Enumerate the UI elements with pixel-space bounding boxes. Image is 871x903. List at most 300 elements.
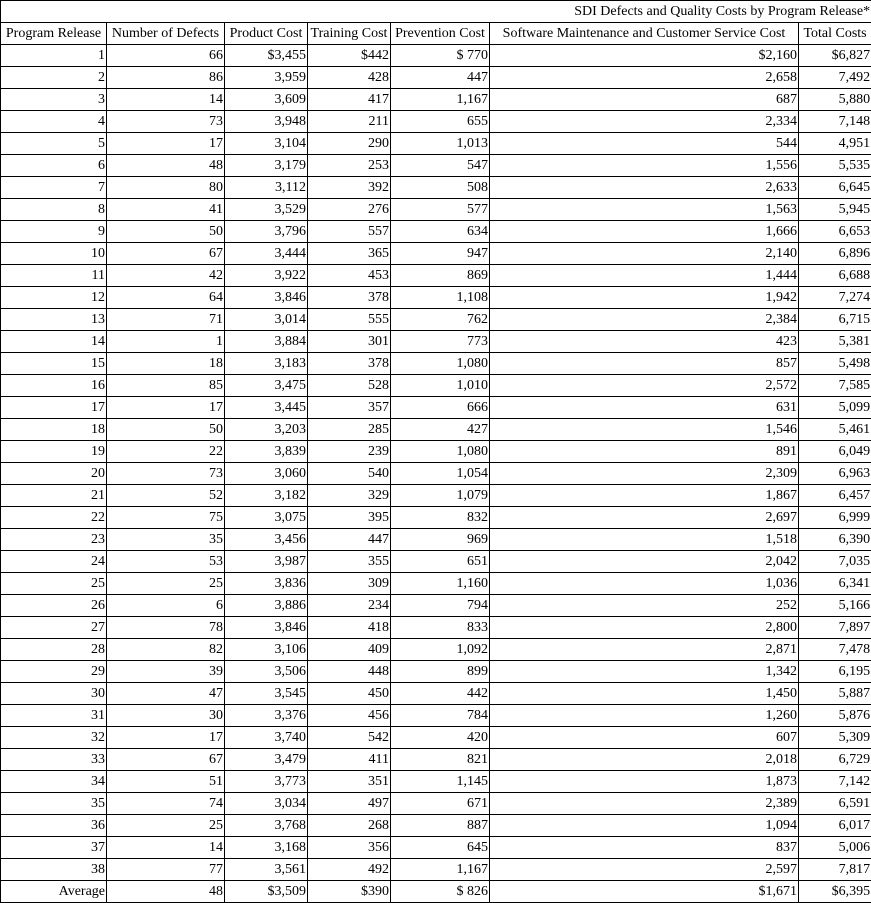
defects-cell: 48 xyxy=(107,155,225,177)
defects-cell: 74 xyxy=(107,793,225,815)
maintenance-cost-cell: 857 xyxy=(490,353,799,375)
total-costs-cell: 5,309 xyxy=(799,727,871,749)
defects-cell: 17 xyxy=(107,397,225,419)
product-cost-cell: $3,455 xyxy=(225,45,308,67)
defects-cell: 53 xyxy=(107,551,225,573)
training-cost-cell: 239 xyxy=(308,441,391,463)
training-cost-cell: 351 xyxy=(308,771,391,793)
training-cost-cell: 542 xyxy=(308,727,391,749)
prevention-cost-cell: 762 xyxy=(391,309,490,331)
program-release-cell: 25 xyxy=(1,573,107,595)
maintenance-cost-cell: $2,160 xyxy=(490,45,799,67)
total-costs-cell: 6,688 xyxy=(799,265,871,287)
defects-cell: 35 xyxy=(107,529,225,551)
training-cost-cell: 211 xyxy=(308,111,391,133)
prevention-cost-cell: 821 xyxy=(391,749,490,771)
program-release-cell: 9 xyxy=(1,221,107,243)
product-cost-cell: 3,922 xyxy=(225,265,308,287)
total-costs-cell: 6,195 xyxy=(799,661,871,683)
maintenance-cost-cell: 631 xyxy=(490,397,799,419)
maintenance-cost-cell: 2,018 xyxy=(490,749,799,771)
maintenance-cost-cell: 1,094 xyxy=(490,815,799,837)
prevention-cost-cell: $ 770 xyxy=(391,45,490,67)
table-row xyxy=(1,375,871,397)
program-release-cell: 16 xyxy=(1,375,107,397)
prevention-cost-cell: 1,080 xyxy=(391,441,490,463)
maintenance-cost-cell: 1,942 xyxy=(490,287,799,309)
prevention-cost-cell: 832 xyxy=(391,507,490,529)
defects-cell: 73 xyxy=(107,463,225,485)
program-release-cell: 24 xyxy=(1,551,107,573)
product-cost-cell: 3,545 xyxy=(225,683,308,705)
training-cost-cell: 557 xyxy=(308,221,391,243)
maintenance-cost-cell: 1,036 xyxy=(490,573,799,595)
average-label: Average xyxy=(1,881,107,903)
training-cost-cell: $442 xyxy=(308,45,391,67)
table-row xyxy=(1,265,871,287)
program-release-cell: 4 xyxy=(1,111,107,133)
defects-cell: 42 xyxy=(107,265,225,287)
total-costs-cell: 5,461 xyxy=(799,419,871,441)
training-cost-cell: 234 xyxy=(308,595,391,617)
product-cost-cell: 3,182 xyxy=(225,485,308,507)
product-cost-cell: 3,768 xyxy=(225,815,308,837)
table-row xyxy=(1,683,871,705)
product-cost-cell: 3,561 xyxy=(225,859,308,881)
training-cost-cell: 453 xyxy=(308,265,391,287)
header-program-release: Program Release xyxy=(1,23,107,45)
product-cost-cell: 3,959 xyxy=(225,67,308,89)
training-cost-cell: 417 xyxy=(308,89,391,111)
product-cost-cell: 3,886 xyxy=(225,595,308,617)
program-release-cell: 32 xyxy=(1,727,107,749)
table-row xyxy=(1,749,871,771)
total-costs-cell: 7,492 xyxy=(799,67,871,89)
training-cost-cell: 409 xyxy=(308,639,391,661)
maintenance-cost-cell: 252 xyxy=(490,595,799,617)
product-cost-cell: 3,846 xyxy=(225,287,308,309)
total-costs-cell: 6,591 xyxy=(799,793,871,815)
header-row xyxy=(1,23,871,45)
total-costs-cell: 7,478 xyxy=(799,639,871,661)
maintenance-cost-cell: 2,800 xyxy=(490,617,799,639)
prevention-cost-cell: 634 xyxy=(391,221,490,243)
prevention-cost-cell: 899 xyxy=(391,661,490,683)
product-cost-cell: 3,948 xyxy=(225,111,308,133)
defects-cell: 22 xyxy=(107,441,225,463)
program-release-cell: 20 xyxy=(1,463,107,485)
total-costs-cell: 6,017 xyxy=(799,815,871,837)
maintenance-cost-cell: 1,260 xyxy=(490,705,799,727)
total-costs-cell: 4,951 xyxy=(799,133,871,155)
training-cost-cell: 411 xyxy=(308,749,391,771)
maintenance-cost-cell: 2,633 xyxy=(490,177,799,199)
table-row xyxy=(1,177,871,199)
table-row xyxy=(1,551,871,573)
product-cost-cell: 3,456 xyxy=(225,529,308,551)
table-row xyxy=(1,617,871,639)
training-cost-cell: 253 xyxy=(308,155,391,177)
defects-cell: 18 xyxy=(107,353,225,375)
program-release-cell: 28 xyxy=(1,639,107,661)
defects-cell: 17 xyxy=(107,133,225,155)
program-release-cell: 31 xyxy=(1,705,107,727)
total-costs-cell: 5,945 xyxy=(799,199,871,221)
header-product-cost: Product Cost xyxy=(225,23,308,45)
table-row xyxy=(1,661,871,683)
training-cost-cell: 301 xyxy=(308,331,391,353)
prevention-cost-cell: 1,054 xyxy=(391,463,490,485)
program-release-cell: 15 xyxy=(1,353,107,375)
table-row xyxy=(1,67,871,89)
total-costs-cell: 6,896 xyxy=(799,243,871,265)
program-release-cell: 11 xyxy=(1,265,107,287)
program-release-cell: 30 xyxy=(1,683,107,705)
program-release-cell: 36 xyxy=(1,815,107,837)
training-cost-cell: 456 xyxy=(308,705,391,727)
table-row xyxy=(1,133,871,155)
program-release-cell: 19 xyxy=(1,441,107,463)
prevention-cost-cell: 947 xyxy=(391,243,490,265)
defects-cell: 47 xyxy=(107,683,225,705)
table-row xyxy=(1,727,871,749)
prevention-cost-cell: 508 xyxy=(391,177,490,199)
prevention-cost-cell: 420 xyxy=(391,727,490,749)
average-maintenance-cost-cell: $1,671 xyxy=(490,881,799,903)
training-cost-cell: 355 xyxy=(308,551,391,573)
defects-cell: 67 xyxy=(107,749,225,771)
product-cost-cell: 3,168 xyxy=(225,837,308,859)
prevention-cost-cell: 577 xyxy=(391,199,490,221)
prevention-cost-cell: 1,092 xyxy=(391,639,490,661)
maintenance-cost-cell: 891 xyxy=(490,441,799,463)
table-row xyxy=(1,243,871,265)
maintenance-cost-cell: 1,563 xyxy=(490,199,799,221)
product-cost-cell: 3,445 xyxy=(225,397,308,419)
maintenance-cost-cell: 1,666 xyxy=(490,221,799,243)
table-row xyxy=(1,199,871,221)
program-release-cell: 33 xyxy=(1,749,107,771)
program-release-cell: 27 xyxy=(1,617,107,639)
prevention-cost-cell: 1,145 xyxy=(391,771,490,793)
maintenance-cost-cell: 1,450 xyxy=(490,683,799,705)
table-row xyxy=(1,595,871,617)
table-row xyxy=(1,463,871,485)
prevention-cost-cell: 447 xyxy=(391,67,490,89)
training-cost-cell: 555 xyxy=(308,309,391,331)
defects-cell: 39 xyxy=(107,661,225,683)
total-costs-cell: 5,099 xyxy=(799,397,871,419)
prevention-cost-cell: 442 xyxy=(391,683,490,705)
total-costs-cell: 5,887 xyxy=(799,683,871,705)
maintenance-cost-cell: 2,597 xyxy=(490,859,799,881)
table-row xyxy=(1,331,871,353)
training-cost-cell: 378 xyxy=(308,353,391,375)
training-cost-cell: 357 xyxy=(308,397,391,419)
defects-cell: 52 xyxy=(107,485,225,507)
maintenance-cost-cell: 1,342 xyxy=(490,661,799,683)
prevention-cost-cell: 969 xyxy=(391,529,490,551)
maintenance-cost-cell: 2,658 xyxy=(490,67,799,89)
table-row xyxy=(1,89,871,111)
total-costs-cell: 6,457 xyxy=(799,485,871,507)
table-row xyxy=(1,771,871,793)
product-cost-cell: 3,475 xyxy=(225,375,308,397)
maintenance-cost-cell: 2,697 xyxy=(490,507,799,529)
total-costs-cell: 6,653 xyxy=(799,221,871,243)
prevention-cost-cell: 645 xyxy=(391,837,490,859)
total-costs-cell: 7,817 xyxy=(799,859,871,881)
total-costs-cell: 5,535 xyxy=(799,155,871,177)
header-total-costs: Total Costs xyxy=(799,23,871,45)
table-row xyxy=(1,639,871,661)
table-row xyxy=(1,221,871,243)
average-prevention-cost-cell: $ 826 xyxy=(391,881,490,903)
product-cost-cell: 3,529 xyxy=(225,199,308,221)
prevention-cost-cell: 1,160 xyxy=(391,573,490,595)
title-row xyxy=(1,1,871,23)
training-cost-cell: 497 xyxy=(308,793,391,815)
prevention-cost-cell: 1,013 xyxy=(391,133,490,155)
prevention-cost-cell: 784 xyxy=(391,705,490,727)
total-costs-cell: 5,880 xyxy=(799,89,871,111)
product-cost-cell: 3,203 xyxy=(225,419,308,441)
total-costs-cell: 7,897 xyxy=(799,617,871,639)
total-costs-cell: 5,381 xyxy=(799,331,871,353)
product-cost-cell: 3,034 xyxy=(225,793,308,815)
table-row xyxy=(1,309,871,331)
product-cost-cell: 3,987 xyxy=(225,551,308,573)
maintenance-cost-cell: 687 xyxy=(490,89,799,111)
header-number-of-defects: Number of Defects xyxy=(107,23,225,45)
table-row xyxy=(1,441,871,463)
total-costs-cell: 6,999 xyxy=(799,507,871,529)
prevention-cost-cell: 833 xyxy=(391,617,490,639)
product-cost-cell: 3,104 xyxy=(225,133,308,155)
total-costs-cell: 6,729 xyxy=(799,749,871,771)
defects-cell: 75 xyxy=(107,507,225,529)
product-cost-cell: 3,609 xyxy=(225,89,308,111)
maintenance-cost-cell: 1,518 xyxy=(490,529,799,551)
defects-cell: 66 xyxy=(107,45,225,67)
table-row xyxy=(1,353,871,375)
table-row xyxy=(1,485,871,507)
training-cost-cell: 395 xyxy=(308,507,391,529)
prevention-cost-cell: 671 xyxy=(391,793,490,815)
average-total-costs-cell: $6,395 xyxy=(799,881,871,903)
table-row xyxy=(1,507,871,529)
training-cost-cell: 448 xyxy=(308,661,391,683)
maintenance-cost-cell: 1,867 xyxy=(490,485,799,507)
maintenance-cost-cell: 1,556 xyxy=(490,155,799,177)
product-cost-cell: 3,506 xyxy=(225,661,308,683)
total-costs-cell: 6,963 xyxy=(799,463,871,485)
total-costs-cell: 6,645 xyxy=(799,177,871,199)
average-training-cost-cell: $390 xyxy=(308,881,391,903)
defects-cell: 51 xyxy=(107,771,225,793)
training-cost-cell: 492 xyxy=(308,859,391,881)
product-cost-cell: 3,796 xyxy=(225,221,308,243)
defects-cell: 73 xyxy=(107,111,225,133)
prevention-cost-cell: 869 xyxy=(391,265,490,287)
prevention-cost-cell: 1,167 xyxy=(391,859,490,881)
total-costs-cell: 7,274 xyxy=(799,287,871,309)
training-cost-cell: 428 xyxy=(308,67,391,89)
prevention-cost-cell: 666 xyxy=(391,397,490,419)
table-row xyxy=(1,287,871,309)
program-release-cell: 3 xyxy=(1,89,107,111)
maintenance-cost-cell: 2,871 xyxy=(490,639,799,661)
product-cost-cell: 3,376 xyxy=(225,705,308,727)
program-release-cell: 29 xyxy=(1,661,107,683)
program-release-cell: 23 xyxy=(1,529,107,551)
prevention-cost-cell: 1,079 xyxy=(391,485,490,507)
defects-cell: 50 xyxy=(107,221,225,243)
defects-cell: 25 xyxy=(107,815,225,837)
average-row xyxy=(1,881,871,903)
prevention-cost-cell: 1,080 xyxy=(391,353,490,375)
total-costs-cell: $6,827 xyxy=(799,45,871,67)
program-release-cell: 1 xyxy=(1,45,107,67)
program-release-cell: 2 xyxy=(1,67,107,89)
prevention-cost-cell: 547 xyxy=(391,155,490,177)
prevention-cost-cell: 1,010 xyxy=(391,375,490,397)
maintenance-cost-cell: 423 xyxy=(490,331,799,353)
table-row xyxy=(1,529,871,551)
program-release-cell: 17 xyxy=(1,397,107,419)
program-release-cell: 12 xyxy=(1,287,107,309)
defects-cell: 25 xyxy=(107,573,225,595)
program-release-cell: 13 xyxy=(1,309,107,331)
training-cost-cell: 447 xyxy=(308,529,391,551)
program-release-cell: 18 xyxy=(1,419,107,441)
maintenance-cost-cell: 2,042 xyxy=(490,551,799,573)
maintenance-cost-cell: 1,444 xyxy=(490,265,799,287)
maintenance-cost-cell: 2,309 xyxy=(490,463,799,485)
training-cost-cell: 392 xyxy=(308,177,391,199)
total-costs-cell: 6,049 xyxy=(799,441,871,463)
program-release-cell: 38 xyxy=(1,859,107,881)
prevention-cost-cell: 1,167 xyxy=(391,89,490,111)
program-release-cell: 21 xyxy=(1,485,107,507)
maintenance-cost-cell: 2,140 xyxy=(490,243,799,265)
table-row xyxy=(1,419,871,441)
defects-cell: 80 xyxy=(107,177,225,199)
table-title: SDI Defects and Quality Costs by Program Release* xyxy=(1,1,871,23)
prevention-cost-cell: 887 xyxy=(391,815,490,837)
average-product-cost-cell: $3,509 xyxy=(225,881,308,903)
training-cost-cell: 540 xyxy=(308,463,391,485)
defects-cell: 30 xyxy=(107,705,225,727)
defects-cell: 86 xyxy=(107,67,225,89)
maintenance-cost-cell: 2,389 xyxy=(490,793,799,815)
training-cost-cell: 418 xyxy=(308,617,391,639)
table-row xyxy=(1,815,871,837)
training-cost-cell: 276 xyxy=(308,199,391,221)
training-cost-cell: 450 xyxy=(308,683,391,705)
prevention-cost-cell: 794 xyxy=(391,595,490,617)
product-cost-cell: 3,773 xyxy=(225,771,308,793)
total-costs-cell: 6,715 xyxy=(799,309,871,331)
table-row xyxy=(1,111,871,133)
maintenance-cost-cell: 2,384 xyxy=(490,309,799,331)
defects-cell: 71 xyxy=(107,309,225,331)
product-cost-cell: 3,740 xyxy=(225,727,308,749)
total-costs-cell: 7,585 xyxy=(799,375,871,397)
defects-cell: 82 xyxy=(107,639,225,661)
prevention-cost-cell: 427 xyxy=(391,419,490,441)
table-row xyxy=(1,705,871,727)
average-defects-cell: 48 xyxy=(107,881,225,903)
maintenance-cost-cell: 544 xyxy=(490,133,799,155)
defects-cell: 64 xyxy=(107,287,225,309)
product-cost-cell: 3,014 xyxy=(225,309,308,331)
product-cost-cell: 3,836 xyxy=(225,573,308,595)
training-cost-cell: 309 xyxy=(308,573,391,595)
header-prevention-cost: Prevention Cost xyxy=(391,23,490,45)
total-costs-cell: 7,035 xyxy=(799,551,871,573)
program-release-cell: 14 xyxy=(1,331,107,353)
table-row xyxy=(1,837,871,859)
training-cost-cell: 329 xyxy=(308,485,391,507)
prevention-cost-cell: 655 xyxy=(391,111,490,133)
prevention-cost-cell: 651 xyxy=(391,551,490,573)
prevention-cost-cell: 1,108 xyxy=(391,287,490,309)
product-cost-cell: 3,846 xyxy=(225,617,308,639)
training-cost-cell: 365 xyxy=(308,243,391,265)
defects-cell: 17 xyxy=(107,727,225,749)
defects-cell: 41 xyxy=(107,199,225,221)
maintenance-cost-cell: 837 xyxy=(490,837,799,859)
prevention-cost-cell: 773 xyxy=(391,331,490,353)
total-costs-cell: 7,148 xyxy=(799,111,871,133)
table-row xyxy=(1,859,871,881)
product-cost-cell: 3,839 xyxy=(225,441,308,463)
total-costs-cell: 5,876 xyxy=(799,705,871,727)
header-training-cost: Training Cost xyxy=(308,23,391,45)
defects-cell: 67 xyxy=(107,243,225,265)
product-cost-cell: 3,479 xyxy=(225,749,308,771)
total-costs-cell: 6,390 xyxy=(799,529,871,551)
total-costs-cell: 6,341 xyxy=(799,573,871,595)
table-row xyxy=(1,397,871,419)
program-release-cell: 26 xyxy=(1,595,107,617)
table-row xyxy=(1,573,871,595)
program-release-cell: 34 xyxy=(1,771,107,793)
defects-cell: 50 xyxy=(107,419,225,441)
program-release-cell: 5 xyxy=(1,133,107,155)
product-cost-cell: 3,179 xyxy=(225,155,308,177)
total-costs-cell: 5,006 xyxy=(799,837,871,859)
training-cost-cell: 290 xyxy=(308,133,391,155)
product-cost-cell: 3,884 xyxy=(225,331,308,353)
product-cost-cell: 3,075 xyxy=(225,507,308,529)
training-cost-cell: 528 xyxy=(308,375,391,397)
program-release-cell: 10 xyxy=(1,243,107,265)
product-cost-cell: 3,183 xyxy=(225,353,308,375)
defects-cell: 14 xyxy=(107,89,225,111)
defects-cell: 78 xyxy=(107,617,225,639)
maintenance-cost-cell: 1,873 xyxy=(490,771,799,793)
total-costs-cell: 5,498 xyxy=(799,353,871,375)
maintenance-cost-cell: 2,334 xyxy=(490,111,799,133)
defects-cell: 6 xyxy=(107,595,225,617)
total-costs-cell: 7,142 xyxy=(799,771,871,793)
table-row xyxy=(1,793,871,815)
total-costs-cell: 5,166 xyxy=(799,595,871,617)
maintenance-cost-cell: 1,546 xyxy=(490,419,799,441)
program-release-cell: 6 xyxy=(1,155,107,177)
